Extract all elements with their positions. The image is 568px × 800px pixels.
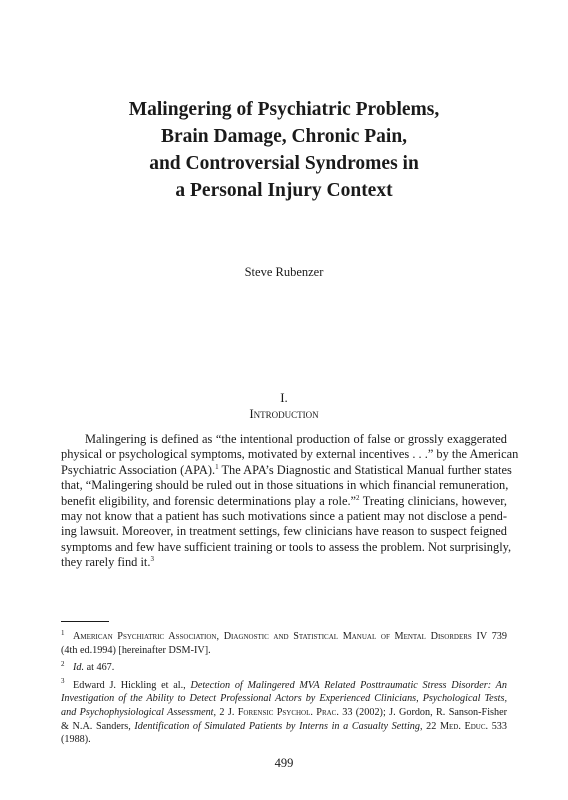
text-span: , 22 [419,720,440,732]
footnote-2 [61,661,507,675]
text-span: , 2 J. [213,706,238,718]
text-span: Forensic Psychol. Prac. [237,706,339,718]
text-line: 2 Id. at 467. [61,659,115,674]
text-line [61,720,507,734]
page-number: 499 [274,756,294,770]
section-number: I. [280,390,288,405]
text-span: Identification of Simulated Patients by Interns in a Casualty Setting [134,720,420,732]
text-line: (1988). [61,734,91,746]
text-line [61,706,507,720]
text-span: 33 (2002); J. Gordon, R. Sanson-Fisher [338,706,508,718]
text-span: Psychiatric Association (APA). [61,462,216,477]
text-span: Med. Educ. [439,720,489,732]
text-span: IV 739 [471,631,507,642]
text-line: Malingering is defined as “the intentional production of false or grossly exaggerated [85,432,507,446]
title-line: and Controversial Syndromes in [149,153,419,174]
text-span: benefit eligibility, and forensic determinations play a role.” [61,493,357,508]
text-span: American Psychiatric Association, Diagnostic and Statistical Manual of Mental Disorders [73,631,472,642]
footnote-divider [61,621,109,622]
title-line: Malingering of Psychiatric Problems, [128,99,440,120]
footnote-ref: 3 [150,555,154,564]
text-line: may not know that a patient has such motivations since a patient may not disclose a pend- [61,509,507,524]
text-span: Edward J. Hickling et al., [73,679,191,691]
text-span: and Psychophysiological Assessment [61,706,214,718]
text-line: 1 American Psychiatric Association, Diagnostic and Statistical Manual of Mental Disorders IV 739 [61,628,507,642]
text-line: 3 Edward J. Hickling et al., Detection of Malingered MVA Related Posttraumatic Stress Disorder: An [61,677,507,691]
text-span: at 467. [84,662,115,674]
footnote-1 [61,630,507,657]
title-line: Brain Damage, Chronic Pain, [160,126,408,147]
text-line: symptoms and few have sufficient training or tools to assess the problem. Not surprisingly, [61,539,512,554]
text-span: & N.A. Sanders, [61,720,135,732]
text-line: that, “Malingering should be ruled out in those situations in which financial remuneration, [61,478,509,493]
footnote-ref: 2 [356,493,360,502]
text-span: The APA’s Diagnostic and Statistical Manual further states [218,462,512,477]
text-span: Treating clinicians, however, [359,493,507,508]
author-name: Steve Rubenzer [244,265,324,279]
body-paragraph [61,432,519,571]
text-span: Detection of Malingered MVA Related Posttraumatic Stress Disorder: An [190,679,507,691]
article-title [0,96,568,204]
text-span: they rarely find it. [61,555,151,570]
text-line [61,494,507,509]
text-span: Id. [73,662,85,674]
section-heading: Introduction [249,406,319,421]
footnotes [61,630,507,751]
footnote-ref: 1 [215,462,219,471]
text-line: physical or psychological symptoms, motivated by external incentives . . .” by the American [61,447,519,462]
text-line: ing lawsuit. Moreover, in treatment settings, few clinicians have reason to suspect feigned [61,524,507,539]
text-line: (4th ed.1994) [hereinafter DSM-IV]. [61,644,211,656]
footnote-3 [61,679,507,747]
text-span: 533 [488,720,507,732]
title-line: a Personal Injury Context [175,180,393,201]
text-line: Investigation of the Ability to Detect Professional Actors by Experienced Clinicians, Psychological Tests, [61,693,507,705]
text-line [61,555,507,570]
text-line [61,462,512,478]
